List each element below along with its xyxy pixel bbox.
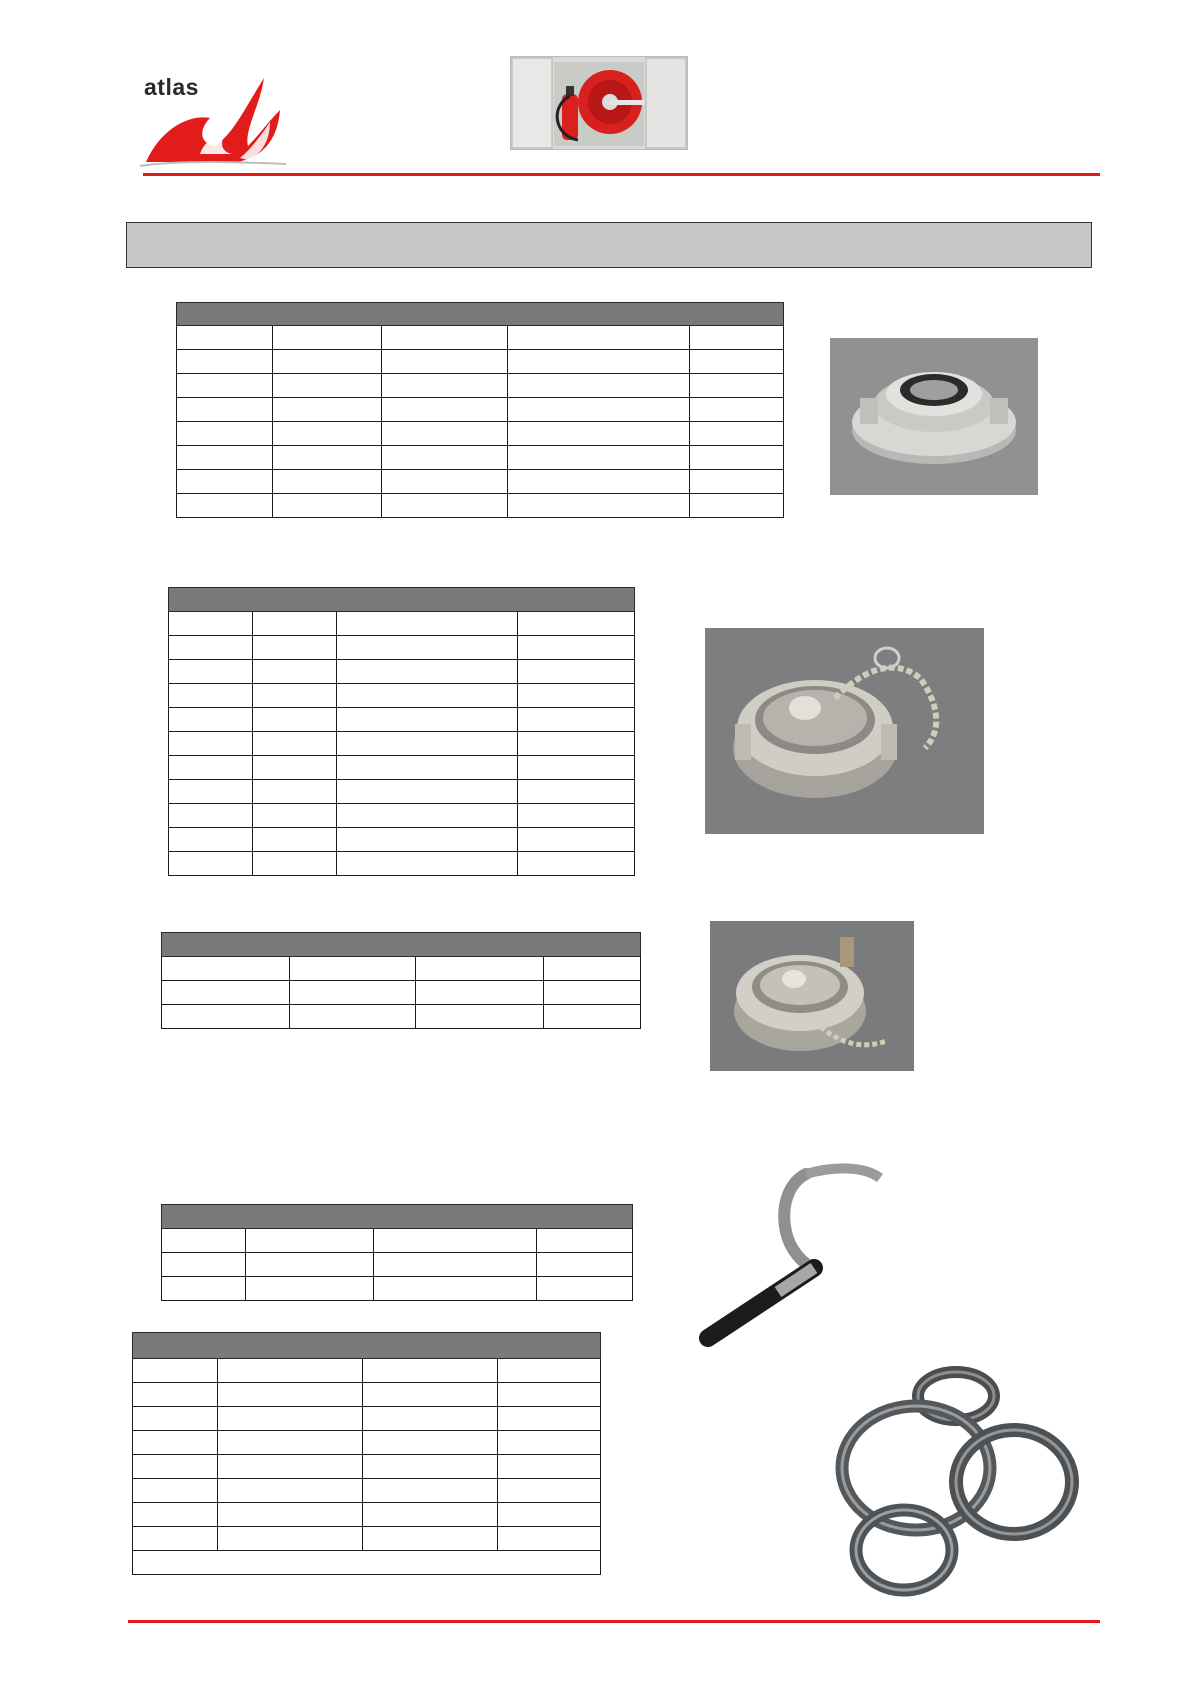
- table-row: [169, 708, 635, 732]
- table-row: [162, 1229, 633, 1253]
- table-row: [162, 1253, 633, 1277]
- table-row: [169, 804, 635, 828]
- header-divider: [143, 173, 1100, 176]
- section-title-banner: [126, 222, 1092, 268]
- storz-coupling-photo: [830, 338, 1038, 495]
- fire-hose-reel-cabinet-photo: [510, 56, 688, 150]
- table-header: [133, 1333, 601, 1359]
- table-row: [177, 494, 784, 518]
- table-header: [162, 1205, 633, 1229]
- table-row: [177, 446, 784, 470]
- table-row: [177, 326, 784, 350]
- table-footer-row: [133, 1551, 601, 1575]
- table-row: [177, 422, 784, 446]
- table-row: [162, 957, 641, 981]
- storz-cap-with-valve-photo: [710, 921, 914, 1071]
- brand-name: atlas: [144, 74, 199, 100]
- table-row: [169, 684, 635, 708]
- rubber-gasket-rings-photo: [830, 1364, 1084, 1600]
- table-row: [169, 612, 635, 636]
- table-row: [162, 1277, 633, 1301]
- footer-divider: [128, 1620, 1100, 1623]
- table-row: [162, 981, 641, 1005]
- table-row: [169, 780, 635, 804]
- table-row: [169, 660, 635, 684]
- table-row: [133, 1359, 601, 1383]
- table-header: [162, 933, 641, 957]
- table-row: [177, 398, 784, 422]
- table-row: [177, 350, 784, 374]
- table-header: [177, 303, 784, 326]
- coupling-table: [176, 302, 784, 518]
- table-row: [133, 1479, 601, 1503]
- table-row: [169, 756, 635, 780]
- table-row: [133, 1503, 601, 1527]
- table-row: [169, 732, 635, 756]
- table-row: [133, 1431, 601, 1455]
- table-row: [133, 1527, 601, 1551]
- table-row: [177, 470, 784, 494]
- table-row: [169, 636, 635, 660]
- table-row: [169, 828, 635, 852]
- table-row: [133, 1383, 601, 1407]
- spanner-table: [161, 1204, 633, 1301]
- table-header: [169, 588, 635, 612]
- pressure-cap-table: [161, 932, 641, 1029]
- storz-blind-cap-with-chain-photo: [705, 628, 984, 834]
- table-row: [133, 1407, 601, 1431]
- blind-cap-table: [168, 587, 635, 876]
- hook-spanner-wrench-photo: [694, 1158, 894, 1350]
- table-row: [177, 374, 784, 398]
- gasket-table: [132, 1332, 601, 1575]
- table-row: [133, 1455, 601, 1479]
- table-row: [162, 1005, 641, 1029]
- table-row: [169, 852, 635, 876]
